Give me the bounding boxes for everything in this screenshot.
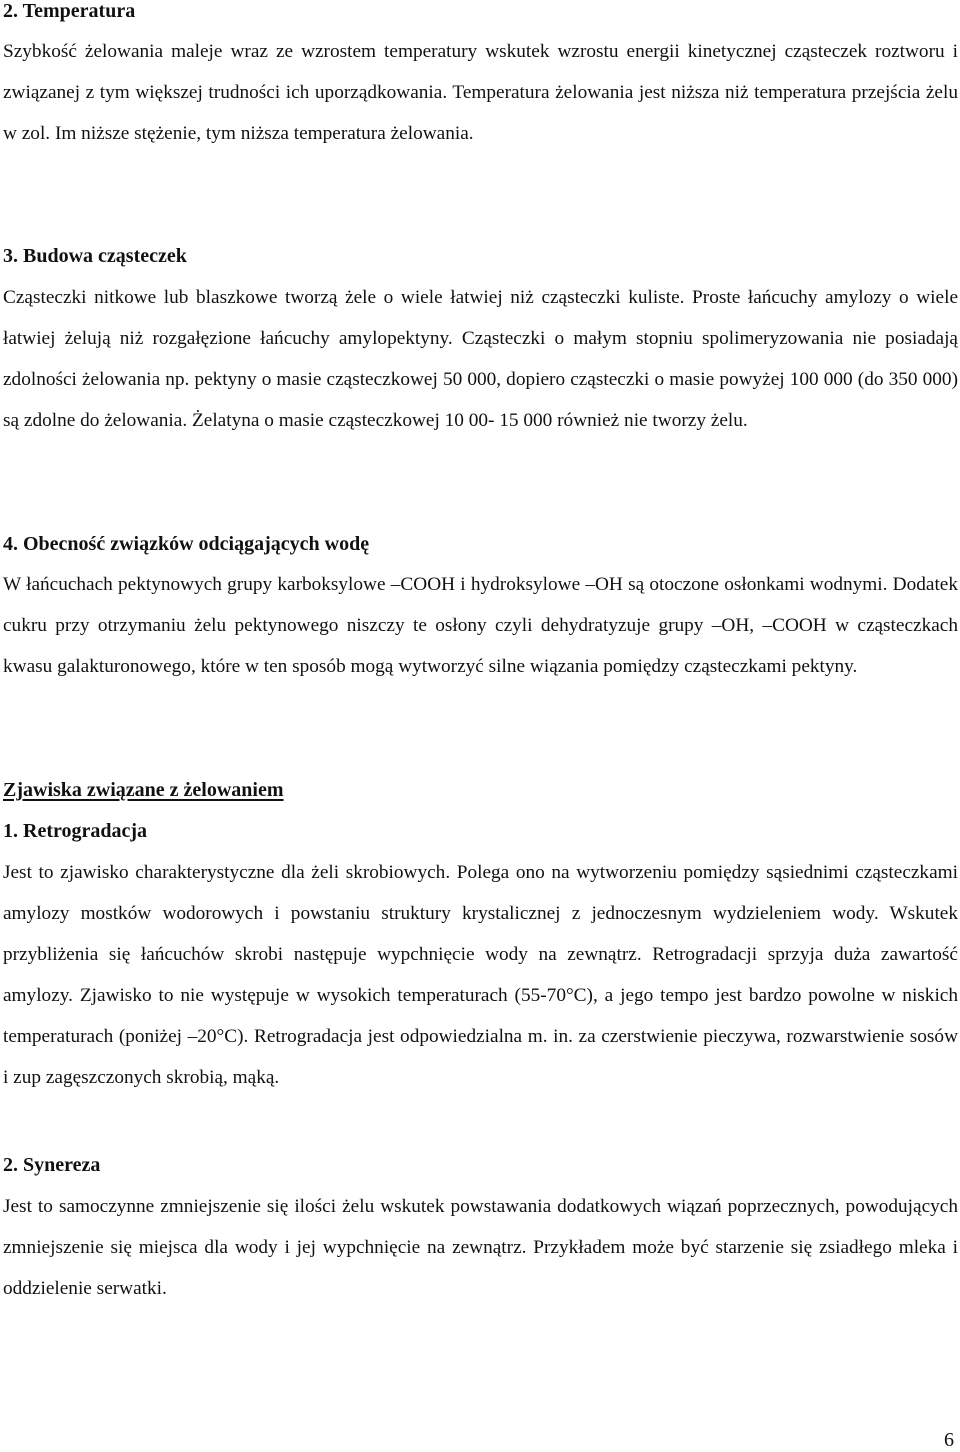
phenomena-title: Zjawiska związane z żelowaniem <box>3 779 284 801</box>
page-number: 6 <box>944 1429 954 1451</box>
section-text-temperatura: Szybkość żelowania maleje wraz ze wzrostem temperatury wskutek wzrostu energii kinetycznej cząsteczek roztworu i związanej z tym większej trudności ich uporządkowania. Temperatura żelowania jest niższa niż temperatura przejścia żelu w zol. Im niższe stężenie, tym niższa temperatura żelowania. <box>3 41 958 144</box>
section-heading-obecnosc: 4. Obecność związków odciągających wodę <box>3 533 370 555</box>
phenomenon-heading-retrogradacja: 1. Retrogradacja <box>3 820 148 842</box>
section-heading-temperatura: 2. Temperatura <box>3 0 136 22</box>
phenomenon-text-synereza: Jest to samoczynne zmniejszenie się ilości żelu wskutek powstawania dodatkowych wiązań poprzecznych, powodujących zmniejszenie się miejsca dla wody i jej wypchnięcie na zewnątrz. Przykładem może być starzenie się zsiadłego mleka i oddzielenie serwatki. <box>3 1196 958 1299</box>
section-heading-budowa: 3. Budowa cząsteczek <box>3 245 187 267</box>
section-text-budowa: Cząsteczki nitkowe lub blaszkowe tworzą żele o wiele łatwiej niż cząsteczki kuliste. Proste łańcuchy amylozy o wiele łatwiej żelują niż rozgałęzione łańcuchy amylopektyny. Cząsteczki o małym stopniu spolimeryzowania nie posiadają zdolności żelowania np. pektyny o masie cząsteczkowej 50 000, dopiero cząsteczki o masie powyżej 100 000 (do 350 000) są zdolne do żelowania. Żelatyna o masie cząsteczkowej 10 00- 15 000 również nie tworzy żelu. <box>3 287 958 431</box>
section-text-obecnosc: W łańcuchach pektynowych grupy karboksylowe –COOH i hydroksylowe –OH są otoczone osłonkami wodnymi. Dodatek cukru przy otrzymaniu żelu pektynowego niszczy te osłony czyli dehydratyzuje grupy –OH, –COOH w cząsteczkach kwasu galakturonowego, które w ten sposób mogą wytworzyć silne wiązania pomiędzy cząsteczkami pektyny. <box>3 574 958 677</box>
phenomenon-heading-synereza: 2. Synereza <box>3 1154 101 1176</box>
phenomenon-text-retrogradacja: Jest to zjawisko charakterystyczne dla żeli skrobiowych. Polega ono na wytworzeniu pomiędzy sąsiednimi cząsteczkami amylozy mostków wodorowych i powstaniu struktury krystalicznej z jednoczesnym wydzieleniem wody. Wskutek przybliżenia się łańcuchów skrobi następuje wypchnięcie wody na zewnątrz. Retrogradacji sprzyja duża zawartość amylozy. Zjawisko to nie występuje w wysokich temperaturach (55-70°C), a jego tempo jest bardzo powolne w niskich temperaturach (poniżej –20°C). Retrogradacja jest odpowiedzialna m. in. za czerstwienie pieczywa, rozwarstwienie sosów i zup zagęszczonych skrobią, mąką. <box>3 862 958 1088</box>
